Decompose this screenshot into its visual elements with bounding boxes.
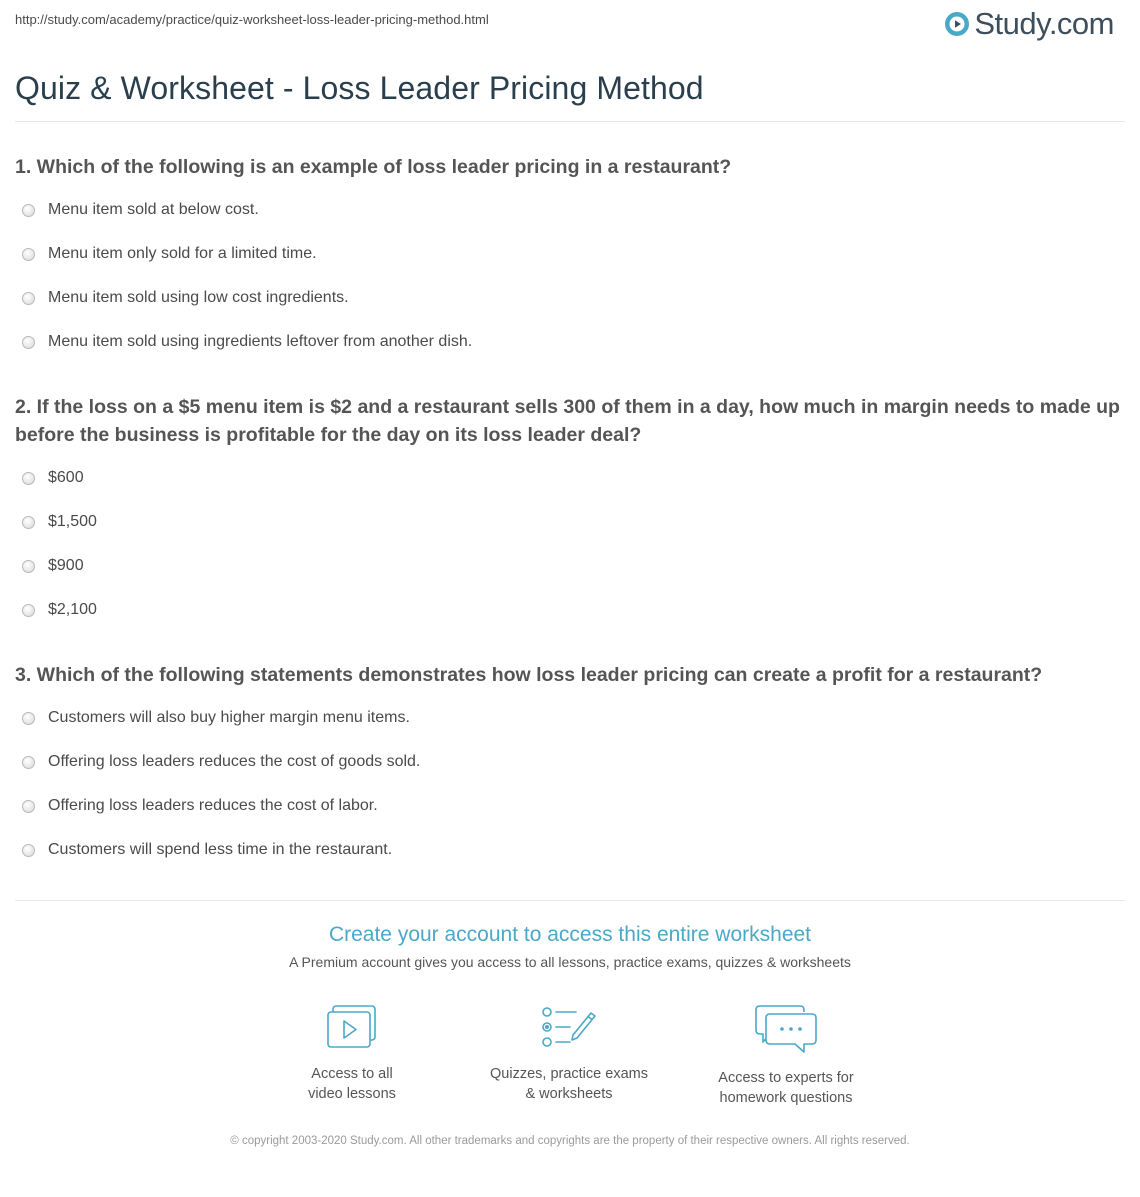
radio-button[interactable] <box>22 800 35 813</box>
video-lessons-icon <box>325 1004 379 1050</box>
q2-option-2[interactable]: $1,500 <box>22 511 97 533</box>
question-1: 1. Which of the following is an example of loss leader pricing in a restaurant? <box>15 156 732 178</box>
q3-option-1[interactable]: Customers will also buy higher margin menu items. <box>22 707 410 729</box>
radio-button[interactable] <box>22 604 35 617</box>
quiz-checklist-icon <box>540 1004 598 1050</box>
q2-option-4[interactable]: $2,100 <box>22 599 97 621</box>
radio-button[interactable] <box>22 336 35 349</box>
radio-button[interactable] <box>22 472 35 485</box>
q1-option-3[interactable]: Menu item sold using low cost ingredients. <box>22 287 349 309</box>
footer-copyright: © copyright 2003-2020 Study.com. All other trademarks and copyrights are the property of their respective owners. All rights reserved. <box>230 1135 910 1147</box>
q1-option-1[interactable]: Menu item sold at below cost. <box>22 199 259 221</box>
radio-button[interactable] <box>22 248 35 261</box>
radio-button[interactable] <box>22 844 35 857</box>
radio-button[interactable] <box>22 204 35 217</box>
cta-divider <box>15 900 1125 901</box>
page-title: Quiz & Worksheet - Loss Leader Pricing Method <box>15 70 704 106</box>
radio-button[interactable] <box>22 292 35 305</box>
play-logo-icon <box>944 11 970 37</box>
study-logo[interactable] <box>944 6 1114 42</box>
radio-button[interactable] <box>22 756 35 769</box>
url-bar[interactable]: http://study.com/academy/practice/quiz-worksheet-loss-leader-pricing-method.html <box>15 12 489 27</box>
radio-button[interactable] <box>22 712 35 725</box>
radio-button[interactable] <box>22 516 35 529</box>
feature-label: Quizzes, practice exams & worksheets <box>490 1066 648 1102</box>
title-divider <box>15 121 1125 122</box>
q1-option-4[interactable]: Menu item sold using ingredients leftover from another dish. <box>22 331 472 353</box>
q2-option-1[interactable]: $600 <box>22 467 84 489</box>
chat-bubbles-icon <box>754 1004 818 1054</box>
cta-heading[interactable]: Create your account to access this entire worksheet <box>328 923 812 946</box>
question-3: 3. Which of the following statements demonstrates how loss leader pricing can create a profit for a restaurant? <box>15 664 1043 686</box>
feature-label: Access to experts for homework questions <box>718 1070 854 1106</box>
question-2: 2. If the loss on a $5 menu item is $2 and a restaurant sells 300 of them in a day, how much in margin needs to made up before the business is profitable for the day on its loss leader deal? <box>15 396 1120 446</box>
q3-option-2[interactable]: Offering loss leaders reduces the cost of goods sold. <box>22 751 420 773</box>
feature-quizzes <box>469 1004 669 1104</box>
q2-option-3[interactable]: $900 <box>22 555 84 577</box>
feature-video-lessons <box>252 1004 452 1104</box>
q1-option-2[interactable]: Menu item only sold for a limited time. <box>22 243 317 265</box>
q3-option-3[interactable]: Offering loss leaders reduces the cost of labor. <box>22 795 378 817</box>
radio-button[interactable] <box>22 560 35 573</box>
feature-experts <box>686 1004 886 1108</box>
logo-wordmark: Study.com <box>974 6 1114 41</box>
q3-option-4[interactable]: Customers will spend less time in the restaurant. <box>22 839 392 861</box>
cta-subheading: A Premium account gives you access to all lessons, practice exams, quizzes & worksheets <box>289 954 851 970</box>
feature-label: Access to all video lessons <box>308 1066 396 1102</box>
